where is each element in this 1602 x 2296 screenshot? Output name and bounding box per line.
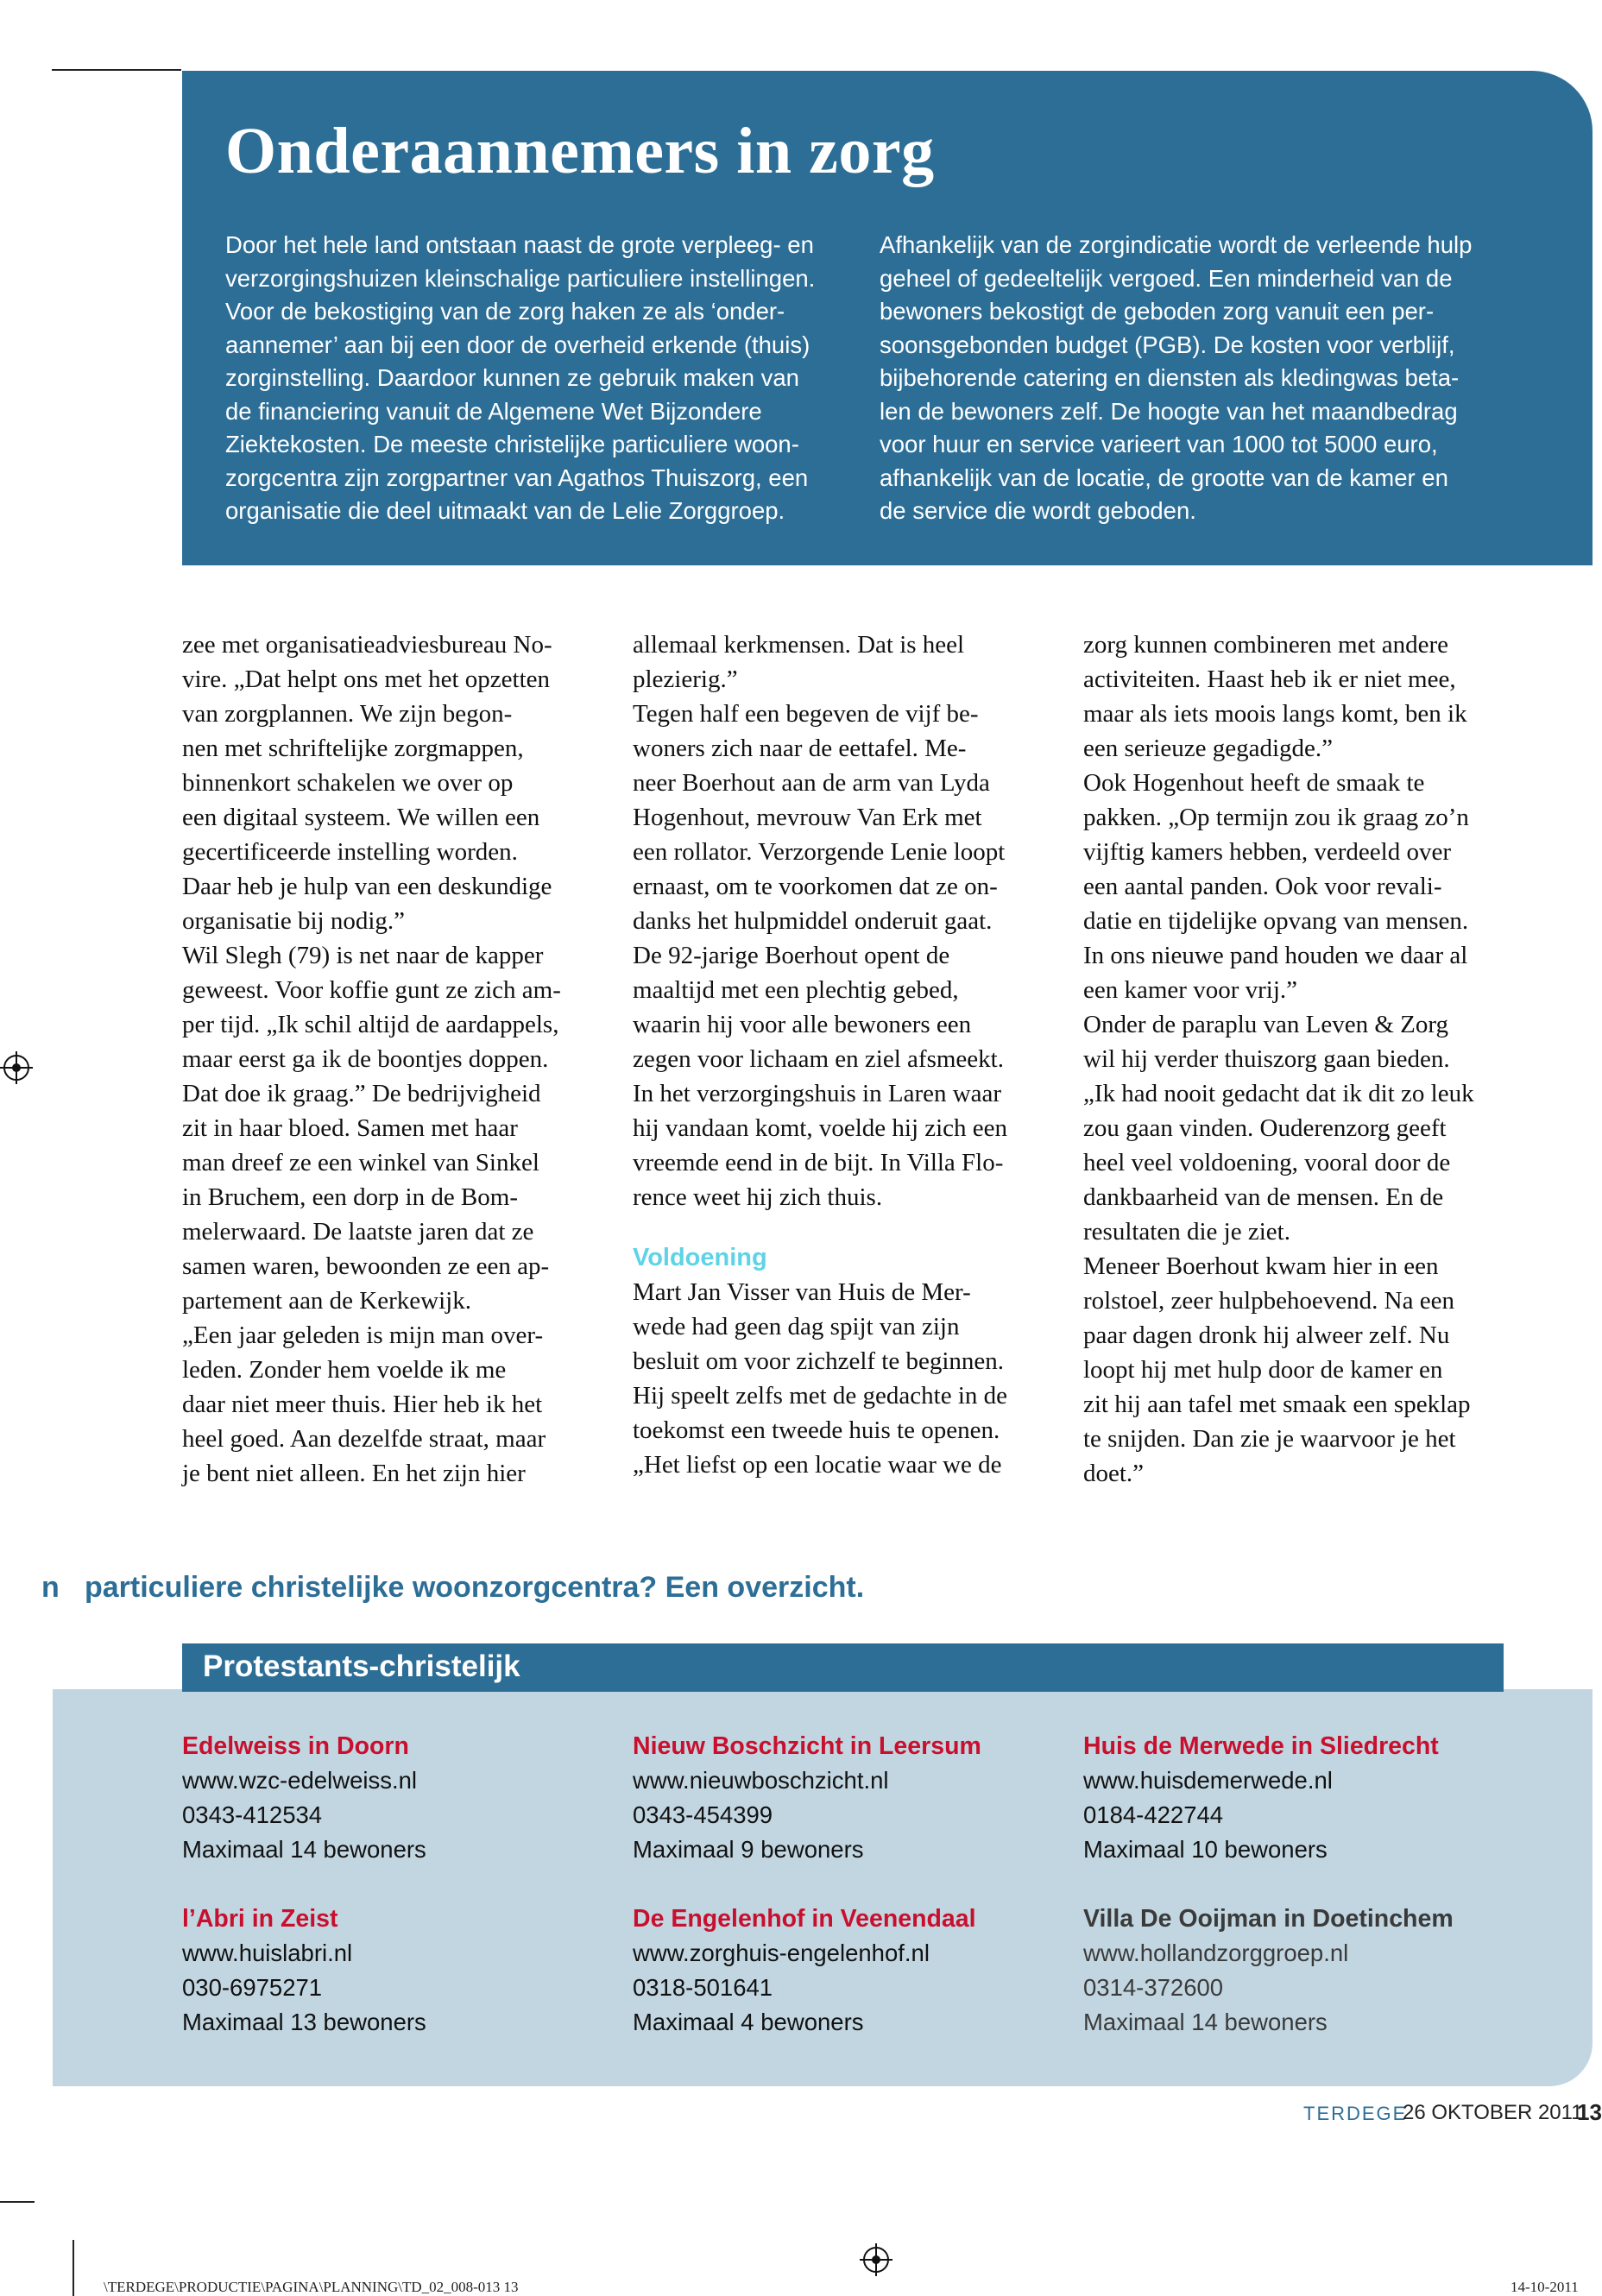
- body-line: heel veel voldoening, vooral door de: [1083, 1149, 1451, 1176]
- intro-line: len de bewoners zelf. De hoogte van het maandbedrag: [880, 397, 1458, 425]
- entry-url: www.huisdemerwede.nl: [1083, 1767, 1333, 1794]
- body-line: pakken. „Op termijn zou ik graag zo’n: [1083, 804, 1469, 831]
- body-line: toekomst een tweede huis te openen.: [633, 1416, 1000, 1444]
- entry-name: Edelweiss in Doorn: [182, 1732, 409, 1760]
- entry-phone: 0343-454399: [633, 1801, 773, 1828]
- body-line: zee met organisatieadviesbureau No-: [182, 631, 552, 659]
- body-line: dankbaarheid van de mensen. En de: [1083, 1183, 1444, 1211]
- entry-url: www.zorghuis-engelenhof.nl: [633, 1940, 930, 1966]
- intro-line: de financiering vanuit de Algemene Wet Bijzondere: [225, 397, 762, 425]
- intro-line: soonsgebonden budget (PGB). De kosten voor verblijf,: [880, 331, 1455, 358]
- entry-phone: 0343-412534: [182, 1801, 323, 1828]
- body-line: je bent niet alleen. En het zijn hier: [182, 1460, 526, 1487]
- body-line: vreemde eend in de bijt. In Villa Flo-: [633, 1149, 1004, 1176]
- slug-date: 14-10-2011: [1511, 2279, 1579, 2295]
- registration-mark-icon: [863, 2247, 889, 2273]
- intro-line: verzorgingshuizen kleinschalige particuliere instellingen.: [225, 264, 816, 292]
- entry-url: www.wzc-edelweiss.nl: [182, 1767, 418, 1794]
- entry-phone: 0318-501641: [633, 1974, 773, 2001]
- body-line: „Een jaar geleden is mijn man over-: [182, 1321, 544, 1349]
- body-line: Onder de paraplu van Leven & Zorg: [1083, 1011, 1449, 1038]
- intro-line: bewoners bekostigt de geboden zorg vanuit een per-: [880, 298, 1435, 325]
- entry-capacity: Maximaal 14 bewoners: [182, 1836, 426, 1863]
- body-line: maar als iets moois langs komt, ben ik: [1083, 700, 1467, 728]
- body-line: zou gaan vinden. Ouderenzorg geeft: [1083, 1114, 1447, 1142]
- body-line: danks het hulpmiddel onderuit gaat.: [633, 907, 993, 935]
- body-line: vijftig kamers hebben, verdeeld over: [1083, 838, 1451, 866]
- body-line: leden. Zonder hem voelde ik me: [182, 1356, 507, 1384]
- body-line: in Bruchem, een dorp in de Bom-: [182, 1183, 518, 1211]
- page-number: 13: [1577, 2099, 1602, 2125]
- body-line: zit in haar bloed. Samen met haar: [182, 1114, 518, 1142]
- intro-line: Afhankelijk van de zorgindicatie wordt de verleende hulp: [880, 231, 1473, 258]
- entry-name: Nieuw Boschzicht in Leersum: [633, 1732, 981, 1760]
- body-line: Meneer Boerhout kwam hier in een: [1083, 1252, 1439, 1280]
- body-line: resultaten die je ziet.: [1083, 1218, 1290, 1246]
- body-line: Wil Slegh (79) is net naar de kapper: [182, 942, 544, 969]
- body-line: een digitaal systeem. We willen een: [182, 804, 540, 831]
- body-line: wil hij verder thuiszorg gaan bieden.: [1083, 1045, 1450, 1073]
- body-line: Mart Jan Visser van Huis de Mer-: [633, 1278, 971, 1306]
- entry-name: De Engelenhof in Veenendaal: [633, 1905, 976, 1933]
- body-line: rolstoel, zeer hulpbehoevend. Na een: [1083, 1287, 1454, 1315]
- body-line: gecertificeerde instelling worden.: [182, 838, 518, 866]
- slug-path: \TERDEGE\PRODUCTIE\PAGINA\PLANNING\TD_02_008-013 13: [104, 2279, 519, 2295]
- body-line: paar dagen dronk hij alweer zelf. Nu: [1083, 1321, 1450, 1349]
- entry-phone: 0184-422744: [1083, 1801, 1224, 1828]
- body-line: een aantal panden. Ook voor revali-: [1083, 873, 1442, 900]
- body-line: partement aan de Kerkewijk.: [182, 1287, 471, 1315]
- body-line: een rollator. Verzorgende Lenie loopt: [633, 838, 1006, 866]
- body-line: zegen voor lichaam en ziel afsmeekt.: [633, 1045, 1004, 1073]
- body-line: allemaal kerkmensen. Dat is heel: [633, 631, 965, 659]
- body-line: woners zich naar de eettafel. Me-: [633, 735, 967, 762]
- body-line: binnenkort schakelen we over op: [182, 769, 514, 797]
- body-line: In ons nieuwe pand houden we daar al: [1083, 942, 1468, 969]
- registration-mark-icon: [3, 1055, 29, 1081]
- body-line: heel goed. Aan dezelfde straat, maar: [182, 1425, 546, 1453]
- article-column-3: [1083, 628, 1498, 1491]
- body-line: een serieuze gegadigde.”: [1083, 735, 1334, 762]
- listing-entry: [182, 1902, 622, 2040]
- body-line: Hij speelt zelfs met de gedachte in de: [633, 1382, 1008, 1410]
- body-line: besluit om voor zichzelf te beginnen.: [633, 1347, 1005, 1375]
- entry-url: www.hollandzorggroep.nl: [1083, 1940, 1349, 1966]
- page-title: Onderaannemers in zorg: [225, 115, 935, 187]
- intro-line: aannemer’ aan bij een door de overheid erkende (thuis): [225, 331, 810, 358]
- intro-line: geheel of gedeeltelijk vergoed. Een minderheid van de: [880, 264, 1453, 292]
- body-line: Daar heb je hulp van een deskundige: [182, 873, 552, 900]
- body-line: zit hij aan tafel met smaak een speklap: [1083, 1391, 1471, 1418]
- entry-capacity: Maximaal 14 bewoners: [1083, 2009, 1328, 2035]
- body-line: plezierig.”: [633, 665, 738, 693]
- body-line: rence weet hij zich thuis.: [633, 1183, 883, 1211]
- body-line: neer Boerhout aan de arm van Lyda: [633, 769, 990, 797]
- body-line: zorg kunnen combineren met andere: [1083, 631, 1449, 659]
- listing-entry: [1083, 1729, 1523, 1867]
- entry-capacity: Maximaal 4 bewoners: [633, 2009, 864, 2035]
- entry-capacity: Maximaal 9 bewoners: [633, 1836, 864, 1863]
- body-line: samen waren, bewoonden ze een ap-: [182, 1252, 550, 1280]
- body-line: De 92-jarige Boerhout opent de: [633, 942, 950, 969]
- body-line: maaltijd met een plechtig gebed,: [633, 976, 959, 1004]
- body-line: per tijd. „Ik schil altijd de aardappels,: [182, 1011, 559, 1038]
- article-column-1: [182, 628, 596, 1491]
- body-line: datie en tijdelijke opvang van mensen.: [1083, 907, 1469, 935]
- intro-line: organisatie die deel uitmaakt van de Lelie Zorggroep.: [225, 497, 785, 524]
- entry-name: Villa De Ooijman in Doetinchem: [1083, 1905, 1454, 1933]
- body-line: daar niet meer thuis. Hier heb ik het: [182, 1391, 543, 1418]
- listing-entry: [1083, 1902, 1523, 2040]
- body-line: Ook Hogenhout heeft de smaak te: [1083, 769, 1425, 797]
- issue-date: 26 OKTOBER 2011: [1403, 2101, 1583, 2124]
- body-line: doet.”: [1083, 1460, 1145, 1487]
- crop-mark: [73, 2240, 74, 2296]
- body-line: waarin hij voor alle bewoners een: [633, 1011, 972, 1038]
- body-line: vire. „Dat helpt ons met het opzetten: [182, 665, 550, 693]
- body-line: „Het liefst op een locatie waar we de: [633, 1451, 1002, 1479]
- intro-line: bijbehorende catering en diensten als kledingwas beta-: [880, 364, 1460, 391]
- entry-name: l’Abri in Zeist: [182, 1905, 338, 1933]
- body-line: Dat doe ik graag.” De bedrijvigheid: [182, 1080, 541, 1107]
- intro-line: zorgcentra zijn zorgpartner van Agathos Thuiszorg, een: [225, 464, 809, 491]
- crop-mark: [52, 69, 181, 71]
- body-line: loopt hij met hulp door de kamer en: [1083, 1356, 1443, 1384]
- publication-name: TERDEGE: [1303, 2103, 1408, 2124]
- intro-line: Ziektekosten. De meeste christelijke particuliere woon-: [225, 431, 799, 457]
- intro-line: de service die wordt geboden.: [880, 497, 1196, 524]
- intro-left-column: [225, 229, 847, 528]
- listing-entry: [633, 1902, 1073, 2040]
- listing-entry: [182, 1729, 622, 1867]
- body-line: melerwaard. De laatste jaren dat ze: [182, 1218, 534, 1246]
- category-label: Protestants-christelijk: [203, 1649, 520, 1683]
- intro-line: voor huur en service varieert van 1000 tot 5000 euro,: [880, 431, 1438, 457]
- intro-line: Voor de bekostiging van de zorg haken ze als ‘onder-: [225, 298, 785, 325]
- body-line: maar eerst ga ik de boontjes doppen.: [182, 1045, 549, 1073]
- body-line: Hogenhout, mevrouw Van Erk met: [633, 804, 982, 831]
- body-line: nen met schriftelijke zorgmappen,: [182, 735, 524, 762]
- body-line: In het verzorgingshuis in Laren waar: [633, 1080, 1002, 1107]
- body-line: „Ik had nooit gedacht dat ik dit zo leuk: [1083, 1080, 1474, 1107]
- entry-capacity: Maximaal 10 bewoners: [1083, 1836, 1328, 1863]
- body-line: een kamer voor vrij.”: [1083, 976, 1298, 1004]
- body-line: organisatie bij nodig.”: [182, 907, 405, 935]
- intro-box: [182, 71, 1593, 565]
- body-line: man dreef ze een winkel van Sinkel: [182, 1149, 539, 1176]
- intro-line: afhankelijk van de locatie, de grootte van de kamer en: [880, 464, 1448, 491]
- entry-capacity: Maximaal 13 bewoners: [182, 2009, 426, 2035]
- overview-heading: particuliere christelijke woonzorgcentra? Een overzicht.: [85, 1571, 865, 1604]
- section-subheading: Voldoening: [633, 1244, 767, 1271]
- body-line: ernaast, om te voorkomen dat ze on-: [633, 873, 998, 900]
- entry-url: www.nieuwboschzicht.nl: [633, 1767, 889, 1794]
- category-bar: [182, 1643, 1504, 1692]
- listing-entry: [633, 1729, 1073, 1867]
- entry-name: Huis de Merwede in Sliedrecht: [1083, 1732, 1439, 1760]
- entry-phone: 030-6975271: [182, 1974, 323, 2001]
- entry-url: www.huislabri.nl: [182, 1940, 353, 1966]
- body-line: van zorgplannen. We zijn begon-: [182, 700, 513, 728]
- article-column-2: [633, 628, 1047, 1482]
- body-line: activiteiten. Haast heb ik er niet mee,: [1083, 665, 1456, 693]
- body-line: wede had geen dag spijt van zijn: [633, 1313, 960, 1340]
- overview-heading-fragment: n: [41, 1571, 60, 1604]
- intro-right-column: [880, 229, 1501, 528]
- body-line: hij vandaan komt, voelde hij zich een: [633, 1114, 1008, 1142]
- entry-phone: 0314-372600: [1083, 1974, 1224, 2001]
- crop-mark: [0, 2201, 35, 2203]
- intro-line: Door het hele land ontstaan naast de grote verpleeg- en: [225, 231, 814, 258]
- body-line: te snijden. Dan zie je waarvoor je het: [1083, 1425, 1456, 1453]
- intro-line: zorginstelling. Daardoor kunnen ze gebruik maken van: [225, 364, 799, 391]
- body-line: Tegen half een begeven de vijf be-: [633, 700, 979, 728]
- body-line: geweest. Voor koffie gunt ze zich am-: [182, 976, 561, 1004]
